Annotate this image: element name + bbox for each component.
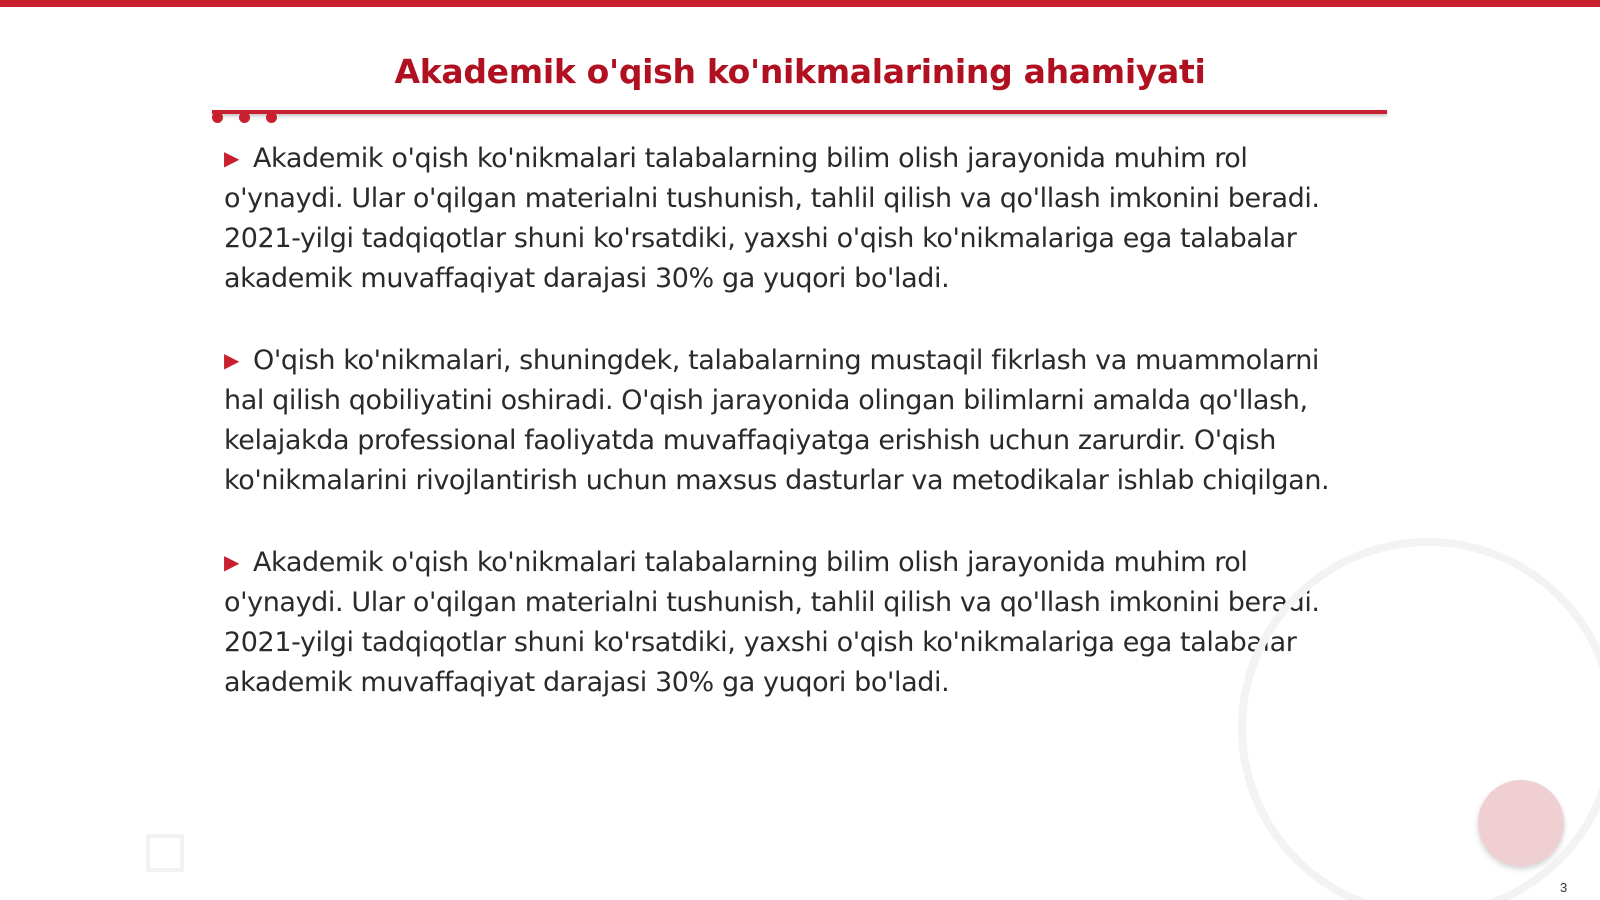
red-triangle-bullet-icon: ▶ [224,146,239,170]
decorative-square-icon [146,834,184,872]
title-underline [212,110,1387,114]
decorative-dot-icon [212,112,223,123]
slide-title: Akademik o'qish ko'nikmalarining ahamiyati [394,52,1206,91]
page-number: 3 [1560,880,1568,895]
bullet-paragraph [224,340,1364,501]
paragraph-text: Akademik o'qish ko'nikmalari talabalarning bilim olish jarayonida muhim rol o'ynaydi. Ular o'qilgan materialni tushunish, tahlil qilish va qo'llash imkonini beradi. 2021-yilgi tadqiqotlar shuni ko'rsatdiki, yaxshi o'qish ko'nikmalariga ega talabalar akademik muvaffaqiyat darajasi 30% ga yuqori bo'ladi. [224,547,1320,698]
red-triangle-bullet-icon: ▶ [224,550,239,574]
red-triangle-bullet-icon: ▶ [224,348,239,372]
paragraph-text: Akademik o'qish ko'nikmalari talabalarning bilim olish jarayonida muhim rol o'ynaydi. Ular o'qilgan materialni tushunish, tahlil qilish va qo'llash imkonini beradi. 2021-yilgi tadqiqotlar shuni ko'rsatdiki, yaxshi o'qish ko'nikmalariga ega talabalar akademik muvaffaqiyat darajasi 30% ga yuqori bo'ladi. [224,143,1320,294]
bullet-paragraph [224,542,1364,703]
decorative-dot-icon [239,112,250,123]
decorative-circle-icon [1478,780,1564,866]
bullet-paragraph [224,138,1364,299]
paragraph-text: O'qish ko'nikmalari, shuningdek, talabalarning mustaqil fikrlash va muammolarni hal qilish qobiliyatini oshiradi. O'qish jarayonida olingan bilimlarni amalda qo'llash, kelajakda professional faoliyatda muvaffaqiyatga erishish uchun zarurdir. O'qish ko'nikmalarini rivojlantirish uchun maxsus dasturlar va metodikalar ishlab chiqilgan. [224,345,1330,496]
top-accent-bar [0,0,1600,7]
decorative-dot-icon [266,112,277,123]
slide-body [224,138,1364,744]
